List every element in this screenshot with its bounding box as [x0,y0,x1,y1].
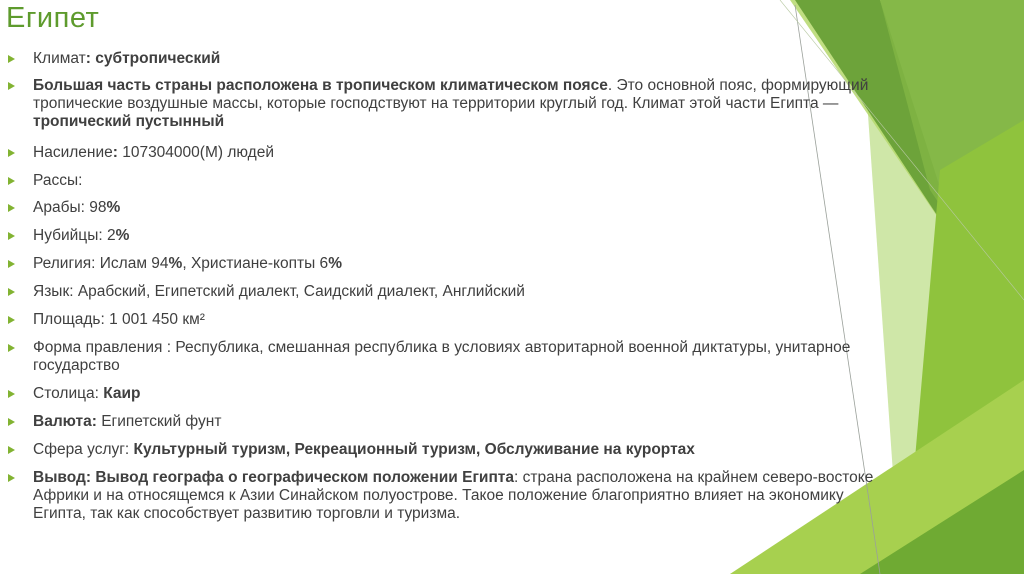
bullet-text: Нубийцы: 2 [33,227,116,244]
bullet-text: Климат [33,50,86,67]
triangle-right-icon [8,288,15,296]
triangle-right-icon [8,149,15,157]
bullet-text: % [106,199,121,216]
bullet-text: : субтропический [85,50,221,67]
bullet-text: Вывод: Вывод географа о географическом положении Египта [33,469,515,486]
bullet-text: Религия: Ислам 94 [33,255,169,272]
bullet-text: Язык: Арабский, Египетский диалект, Саидский диалект, Английский [33,283,525,300]
bullet-text: Форма правления : Республика, смешанная республика в условиях авторитарной военной диктатуры, унитарное государство [33,339,851,374]
bullet-text: Арабы: 98 [33,199,107,216]
bullet-text: Валюта: [33,413,97,430]
bullet-text: : [112,144,123,161]
bullet-item [8,199,888,217]
slide-title: Египет [6,2,100,34]
bullet-text: Египетский фунт [96,413,222,430]
triangle-right-icon [8,204,15,212]
triangle-right-icon [8,418,15,426]
bullet-text: , Христиане-копты 6 [182,255,329,272]
bullet-item [8,339,888,375]
bullet-list [8,40,888,523]
triangle-right-icon [8,55,15,63]
triangle-right-icon [8,232,15,240]
triangle-right-icon [8,260,15,268]
bullet-text: : страна расположена на крайнем северо-востоке Африки и на относящемся к Азии Синайском полуострове. Такое положение благоприятно влияет на экономику Египта, так как способствует развитию торговли и туризма. [33,469,874,522]
bullet-text: Сфера услуг: [33,441,134,458]
triangle-right-icon [8,474,15,482]
triangle-right-icon [8,177,15,185]
bullet-text: тропический пустынный [33,113,225,130]
bullet-item [8,172,888,190]
bullet-item [8,469,888,523]
bullet-text: 107304000(М) людей [122,144,274,161]
bullet-item [8,441,888,459]
bullet-item [8,413,888,431]
bullet-item [8,255,888,273]
bullet-text: % [115,227,130,244]
bullet-text: Большая часть страны расположена в тропическом климатическом поясе [33,77,608,94]
bullet-text: Культурный туризм, Рекреационный туризм, Обслуживание на курортах [133,441,695,458]
bullet-text: Рассы: [33,172,83,189]
bullet-item [8,50,888,68]
triangle-right-icon [8,446,15,454]
triangle-right-icon [8,316,15,324]
bullet-item [8,385,888,403]
bullet-item [8,144,888,162]
bullet-text: Каир [103,385,141,402]
triangle-right-icon [8,390,15,398]
triangle-right-icon [8,344,15,352]
bullet-item [8,283,888,301]
bullet-item [8,227,888,245]
bullet-text: % [328,255,342,272]
triangle-right-icon [8,82,15,90]
bullet-item [8,77,888,131]
bullet-text: Площадь: 1 001 450 км² [33,311,205,328]
bullet-text: % [168,255,183,272]
bullet-item [8,311,888,329]
bullet-text: . Это основной пояс, формирующий тропические воздушные массы, которые господствуют на территории круглый год. Климат этой части Египта — [33,77,869,112]
bullet-text: Насиление [33,144,113,161]
bullet-text: Столица: [33,385,104,402]
